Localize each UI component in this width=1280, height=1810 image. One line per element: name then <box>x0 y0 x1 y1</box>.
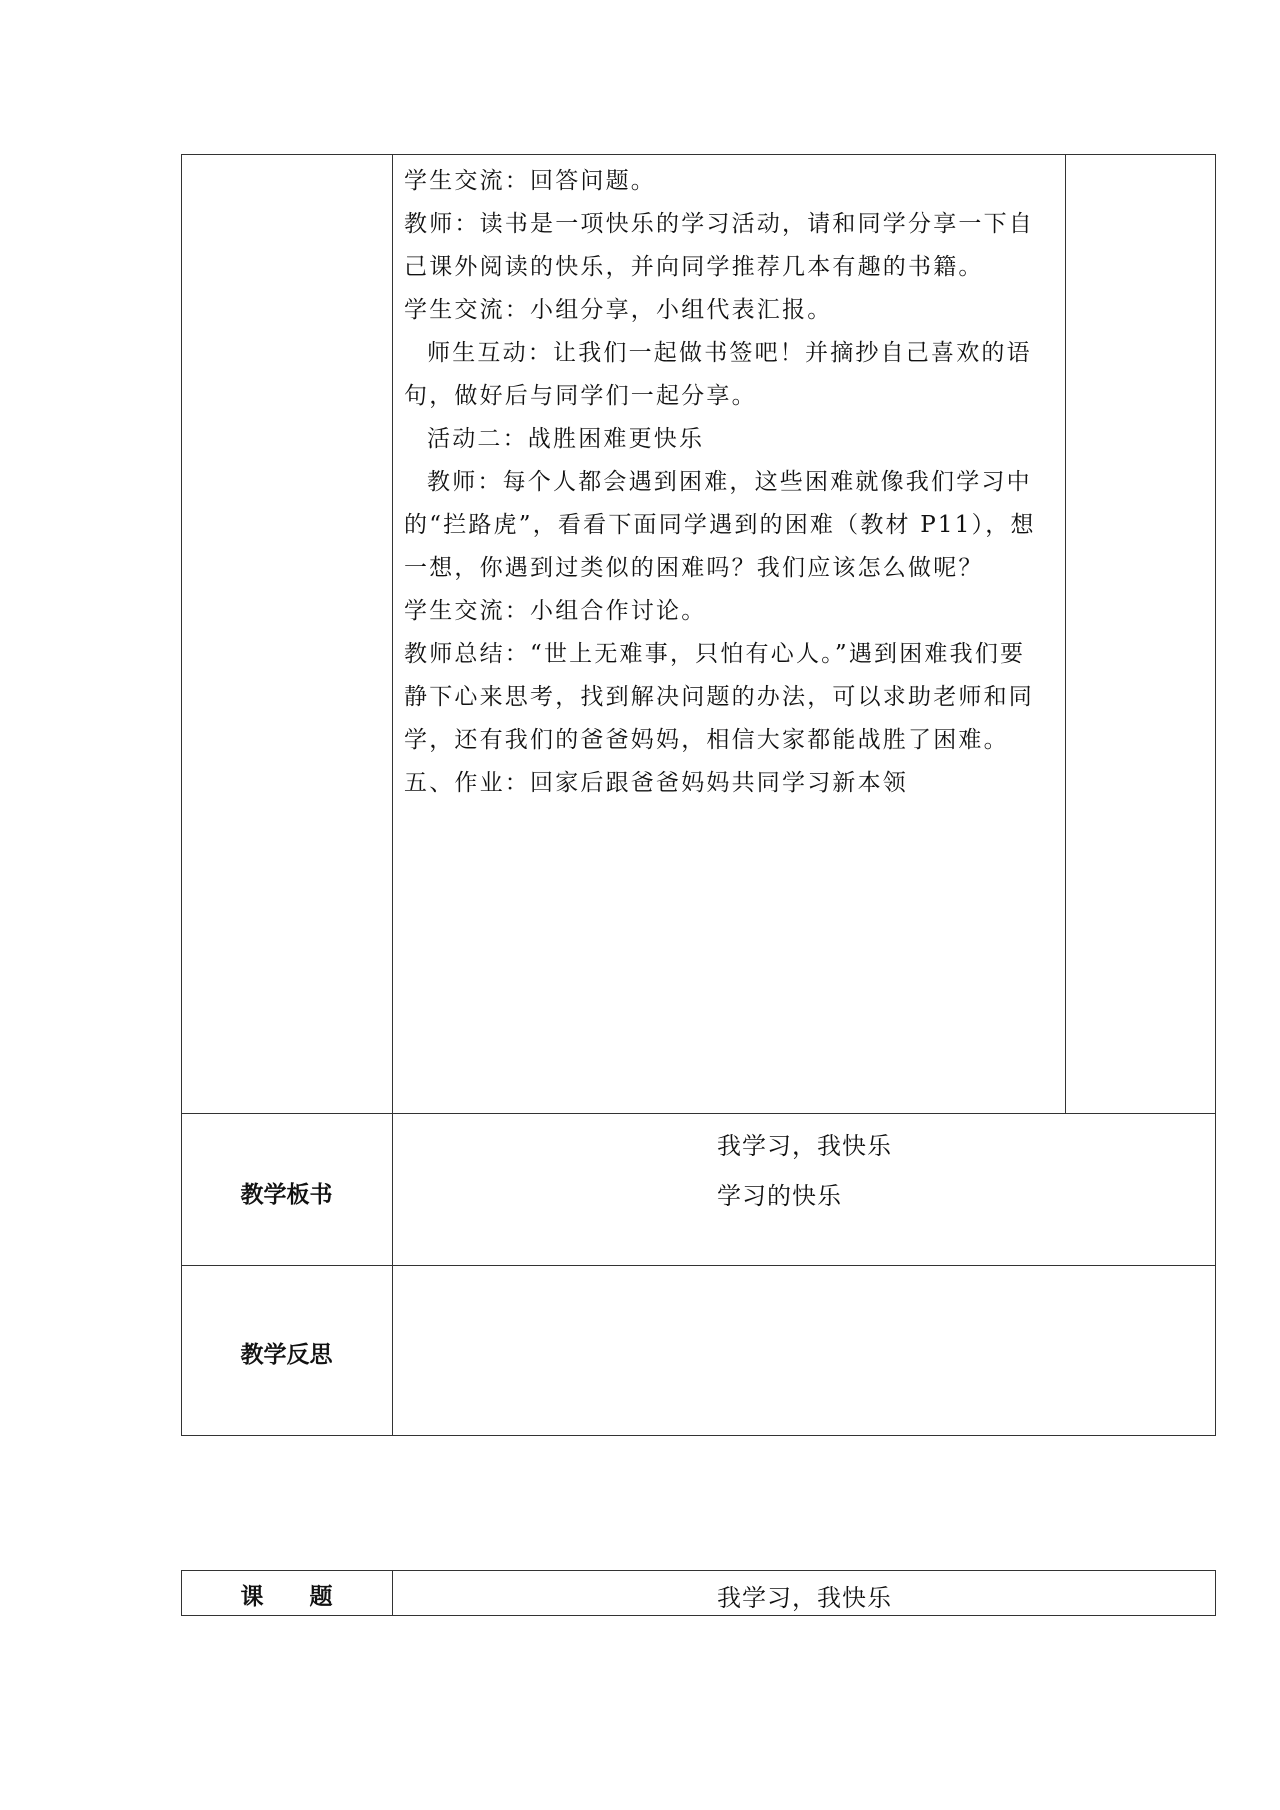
procedure-line: 学，还有我们的爸爸妈妈，相信大家都能战胜了困难。 <box>404 727 1009 753</box>
reflection-label: 教学反思 <box>240 1342 333 1368</box>
subject-label: 课 题 <box>240 1584 333 1610</box>
procedure-line: 静下心来思考，找到解决问题的办法，可以求助老师和同 <box>404 684 1034 710</box>
subject-value: 我学习，我快乐 <box>717 1584 892 1612</box>
procedure-line: 教师：每个人都会遇到困难，这些困难就像我们学习中 <box>427 469 1032 495</box>
procedure-line: 的“拦路虎”，看看下面同学遇到的困难（教材 P11），想 <box>404 512 1036 538</box>
procedure-line: 五、作业：回家后跟爸爸妈妈共同学习新本领 <box>404 770 908 796</box>
procedure-line: 一想，你遇到过类似的困难吗？我们应该怎么做呢？ <box>404 555 984 581</box>
notes-column-divider <box>1065 154 1066 1114</box>
procedure-line: 学生交流：小组分享，小组代表汇报。 <box>404 297 833 323</box>
row-divider-board <box>181 1113 1216 1114</box>
teaching-procedure <box>404 160 1059 805</box>
procedure-line: 学生交流：回答问题。 <box>404 168 656 194</box>
row-divider-reflection <box>181 1265 1216 1266</box>
procedure-line: 学生交流：小组合作讨论。 <box>404 598 707 624</box>
subject-column-divider <box>392 1570 393 1616</box>
procedure-line: 教师：读书是一项快乐的学习活动，请和同学分享一下自 <box>404 211 1034 237</box>
procedure-line: 句，做好后与同学们一起分享。 <box>404 383 757 409</box>
label-column-divider <box>392 154 393 1436</box>
procedure-line: 教师总结：“世上无难事，只怕有心人。”遇到困难我们要 <box>404 641 1026 667</box>
procedure-line: 活动二：战胜困难更快乐 <box>427 426 705 452</box>
board-title: 我学习，我快乐 <box>717 1132 892 1160</box>
procedure-line: 师生互动：让我们一起做书签吧！并摘抄自己喜欢的语 <box>427 340 1032 366</box>
procedure-line: 己课外阅读的快乐，并向同学推荐几本有趣的书籍。 <box>404 254 984 280</box>
board-subtitle: 学习的快乐 <box>717 1182 842 1210</box>
board-label: 教学板书 <box>240 1182 333 1208</box>
